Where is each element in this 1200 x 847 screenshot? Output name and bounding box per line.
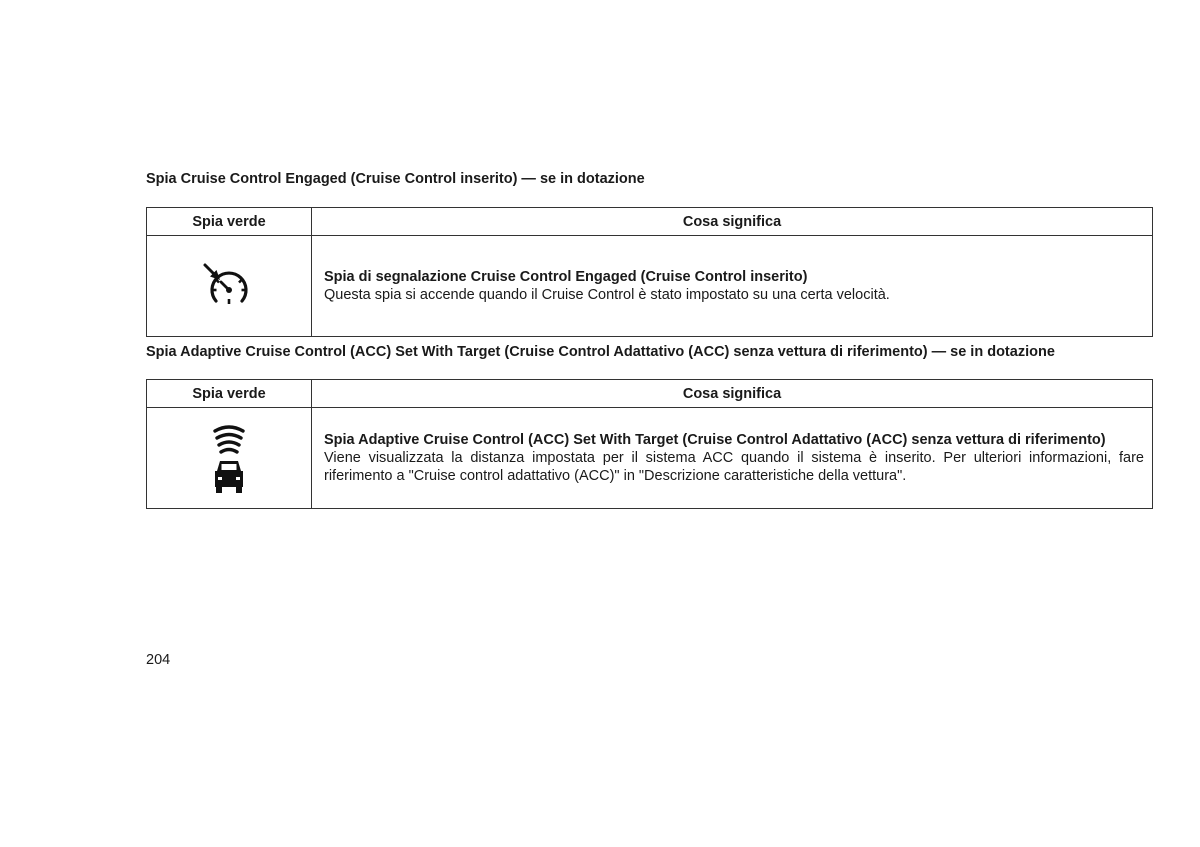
page-number: 204 xyxy=(146,652,171,668)
description-cell xyxy=(312,236,1153,337)
description-text: Questa spia si accende quando il Cruise Control è stato impostato su una certa velocità. xyxy=(324,287,890,303)
warning-light-table-adaptive-cruise-control xyxy=(146,379,1153,509)
icon-cell xyxy=(147,236,312,337)
table-row xyxy=(147,236,1153,337)
table-header-row xyxy=(147,208,1153,236)
description-cell xyxy=(312,408,1153,509)
column-header-meaning: Cosa significa xyxy=(312,208,1153,236)
table-row xyxy=(147,408,1153,509)
section-heading-adaptive-cruise-control: Spia Adaptive Cruise Control (ACC) Set With Target (Cruise Control Adattativo (ACC) senza vettura di riferimento) — se in dotazione xyxy=(146,344,1055,360)
column-header-light: Spia verde xyxy=(147,208,312,236)
table-header-row xyxy=(147,380,1153,408)
section-heading-cruise-control: Spia Cruise Control Engaged (Cruise Control inserito) — se in dotazione xyxy=(146,171,645,187)
icon-cell xyxy=(147,408,312,509)
warning-light-table-cruise-control xyxy=(146,207,1153,337)
adaptive-cruise-control-car-icon xyxy=(147,421,311,495)
description-title: Spia Adaptive Cruise Control (ACC) Set With Target (Cruise Control Adattativo (ACC) senza vettura di riferimento) xyxy=(324,432,1106,448)
column-header-meaning: Cosa significa xyxy=(312,380,1153,408)
description-title: Spia di segnalazione Cruise Control Engaged (Cruise Control inserito) xyxy=(324,269,808,285)
cruise-control-speedometer-icon xyxy=(147,260,311,312)
column-header-light: Spia verde xyxy=(147,380,312,408)
description-text: Viene visualizzata la distanza impostata per il sistema ACC quando il sistema è inserito. Per ulteriori informazioni, fare riferimento a "Cruise control adattativo (ACC)" in "Descrizione caratteristiche della vettura". xyxy=(324,450,1144,484)
